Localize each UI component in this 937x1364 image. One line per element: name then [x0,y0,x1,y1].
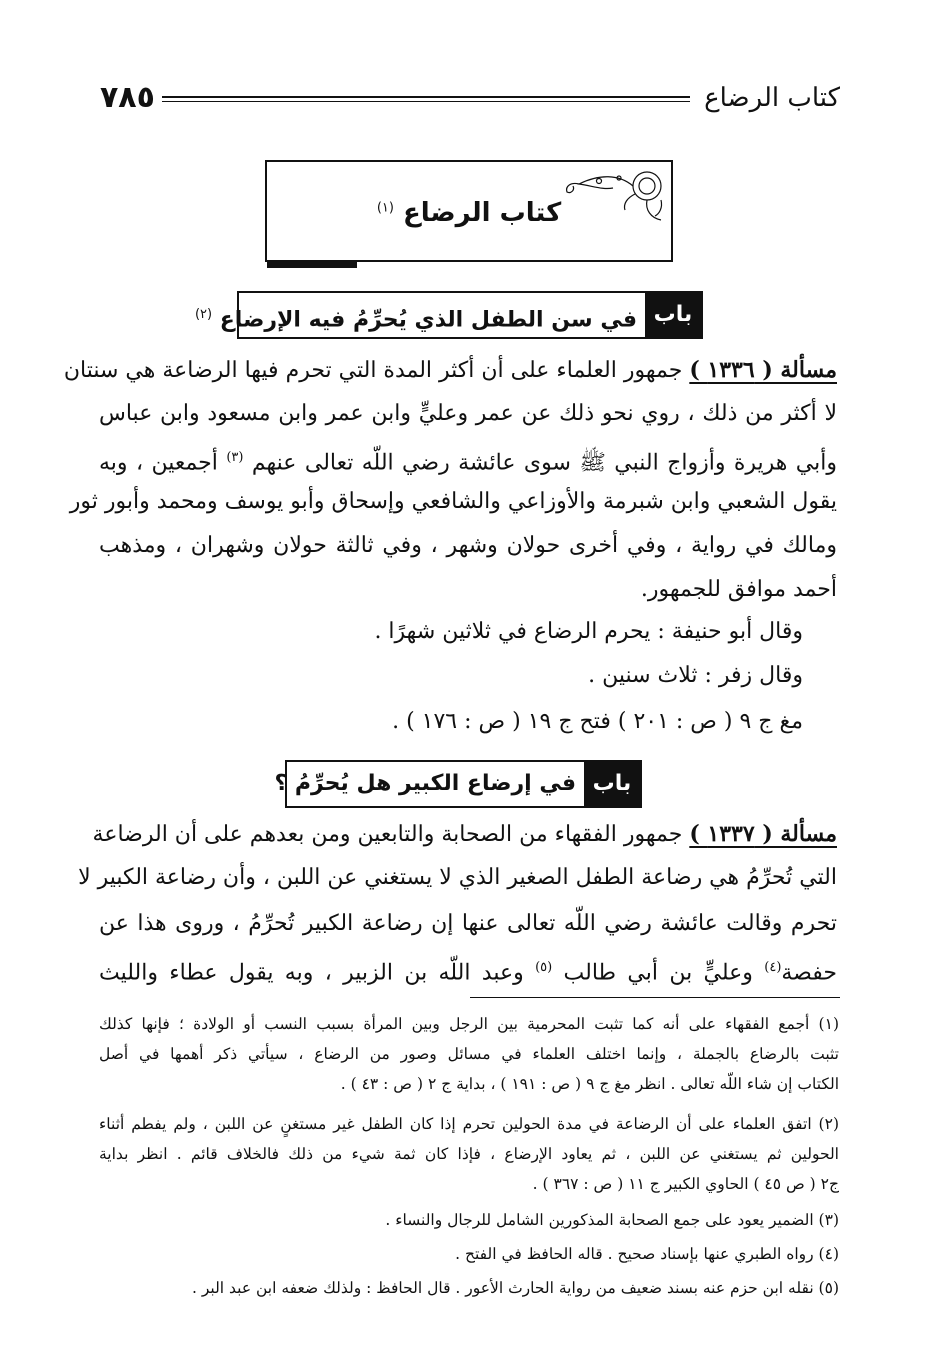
text-segment: أجمعين ، وبه [99,450,218,476]
reference-line: مغ ج ٩ ( ص : ٢٠١ ) فتح ج ١٩ ( ص : ١٧٦ ) . [392,709,803,734]
bab-tag: باب [584,762,640,806]
bab-title-text: في سن الطفل الذي يُحرِّمُ فيه الإرضاع [219,307,637,333]
section-header-bab2 [274,760,642,808]
footnote-line: (٣) الضمير يعود على جمع الصحابة المذكورين الشامل للرجال والنساء . [385,1211,839,1229]
footnote-line: ج٢ ( ص ٤٥ ) الحاوي الكبير ج ١١ ( ص : ٣٦٧ ) . [532,1175,839,1193]
text-line: التي تُحرِّمُ هي رضاعة الطفل الصغير الذي لا يستغني عن اللبن ، وأن رضاعة الكبير لا [78,865,837,890]
text-line: ومالك في رواية ، وفي أخرى حولان وشهر ، وفي ثالثة حولان وشهران ، ومذهب [99,533,837,558]
footnote-line: (٢) اتفق العلماء على أن الرضاعة في مدة الحولين تحرم إذا كان الطفل غير مستغنٍ عن اللبن ، ولم يفطم أثناء [99,1115,839,1133]
text-line [99,946,837,995]
running-title: كتاب الرضاع [704,83,840,113]
title-box-shadow [267,260,357,268]
footnote-line: (٤) رواه الطبري عنها بإسناد صحيح . قاله الحافظ في الفتح . [455,1245,839,1263]
text-segment: حفصة [781,960,837,986]
footnote-ref: (٣) [226,450,244,465]
text-segment: وعليٍّ بن أبي طالب [563,960,753,986]
masala-text: جمهور الفقهاء من الصحابة والتابعين ومن بعدهم على أن الرضاعة [92,822,683,847]
footnote-line: تثبت بالرضاع بالجملة ، وإنما اختلف العلماء في مسائل وصور من الرضاع ، سيأتي ذكر أهمها في أصل [99,1045,839,1063]
text-segment: وعبد اللّه بن الزبير ، وبه يقول عطاء والليث [99,960,524,986]
text-line: وقال أبو حنيفة : يحرم الرضاع في ثلاثين شهرًا . [374,619,803,644]
text-line: يقول الشعبي وابن شبرمة والأوزاعي والشافعي وإسحاق وأبو يوسف ومحمد وأبور ثور [69,489,837,514]
masala-label: مسألة ( ١٣٣٧ ) [689,821,837,847]
masala-text: جمهور العلماء على أن أكثر المدة التي تحرم فيها الرضاعة هي سنتان [63,358,683,383]
footnote-line: الحولين ثم يستغني عن اللبن ، ثم يعاود الإرضاع ، فإذا كان ثمة شيء من ذلك فالخلاف قائم . انظر بداية [99,1145,839,1163]
footnote-line: (٥) نقله ابن حزم عنه بسند ضعيف من رواية الحارث الأعور . قال الحافظ : ولذلك ضعفه ابن عبد البر . [191,1279,839,1297]
chapter-title-box [265,160,673,262]
footnote-line: (١) أجمع الفقهاء على أنه كما تثبت المحرمية بين الرجل وبين المرأة بسبب النسب أو الولادة ؛ فإنها كذلك [99,1015,839,1033]
text-line: تحرم وقالت عائشة رضي اللّه تعالى عنها إن رضاعة الكبير تُحرِّمُ ، وروى هذا عن [99,911,837,936]
footnote-ref: (١) [376,200,394,216]
bab-title: في إرضاع الكبير هل يُحرِّمُ ؟ [274,771,576,796]
text-line: وقال زفر : ثلاث سنين . [588,663,803,688]
text-segment: وأبي هريرة وأزواج النبي ﷺ سوى عائشة رضي اللّه تعالى عنهم [251,450,838,476]
bab-tag: باب [645,293,701,337]
footnote-ref: (٤) [764,960,782,975]
footnote-line: الكتاب إن شاء اللّه تعالى . انظر مغ ج ٩ ( ص : ١٩١ ) ، بداية ج ٢ ( ص : ٤٣ ) . [340,1075,839,1093]
section-header-bab1 [194,291,703,339]
header-rule [162,96,690,102]
text-line [99,436,837,485]
running-header [100,78,840,118]
text-line [92,812,837,857]
masala-label: مسألة ( ١٣٣٦ ) [689,357,837,383]
text-line: أحمد موافق للجمهور. [640,577,837,602]
chapter-title [267,198,671,228]
bab-title [195,293,637,342]
chapter-title-text: كتاب الرضاع [403,198,562,228]
footnote-rule [470,997,840,998]
text-line [63,348,837,393]
page-number: ٧٨٥ [100,80,155,115]
footnote-ref: (٥) [535,960,553,975]
text-line: لا أكثر من ذلك ، روي نحو ذلك عن عمر وعليٍّ وابن عمر وابن مسعود وابن عباس [99,401,837,426]
footnote-ref: (٢) [194,307,213,322]
